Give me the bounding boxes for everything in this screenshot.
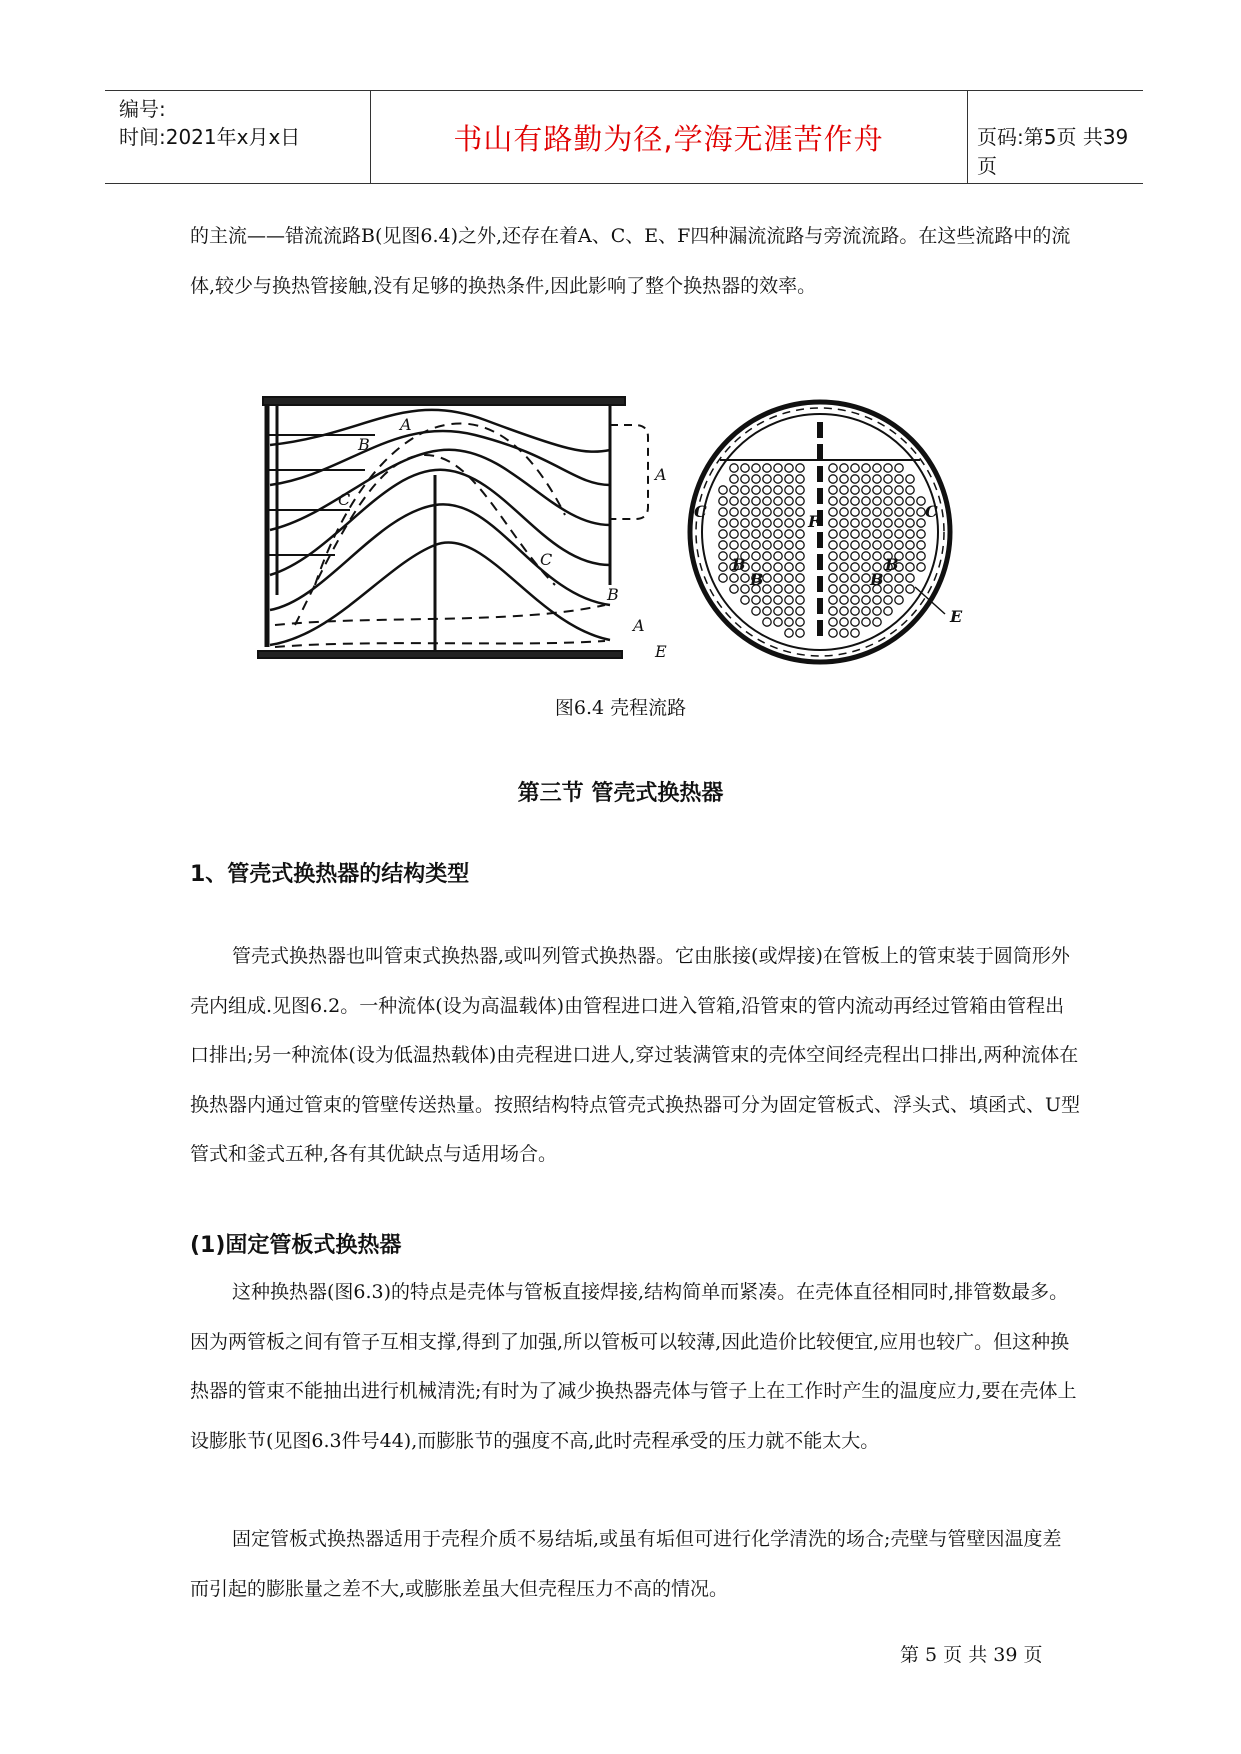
tube-hole <box>829 541 837 549</box>
leader-line <box>915 587 945 614</box>
tube-hole <box>917 552 925 560</box>
tube-hole <box>873 497 881 505</box>
tube-hole <box>895 530 903 538</box>
tube-hole <box>840 563 848 571</box>
tube-hole <box>862 486 870 494</box>
tube-hole <box>719 486 727 494</box>
tube-hole <box>829 464 837 472</box>
tube-hole <box>796 486 804 494</box>
tube-hole <box>796 464 804 472</box>
tube-hole <box>884 530 892 538</box>
tube-hole <box>829 497 837 505</box>
tube-hole <box>851 530 859 538</box>
tube-hole <box>796 530 804 538</box>
tube-hole <box>752 475 760 483</box>
tube-hole <box>862 618 870 626</box>
tube-hole <box>895 519 903 527</box>
tube-hole <box>763 552 771 560</box>
tube-hole <box>741 464 749 472</box>
tube-hole <box>829 486 837 494</box>
tube-hole <box>873 541 881 549</box>
tube-hole <box>917 530 925 538</box>
flow-label: C <box>694 502 707 521</box>
tube-hole <box>884 596 892 604</box>
tube-hole <box>895 508 903 516</box>
tube-hole <box>840 585 848 593</box>
tube-hole <box>906 497 914 505</box>
tube-hole <box>796 629 804 637</box>
tube-hole <box>851 552 859 560</box>
tube-hole <box>741 541 749 549</box>
tube-hole <box>851 541 859 549</box>
tube-hole <box>906 530 914 538</box>
flow-label: B <box>607 585 619 604</box>
paragraph-applications: 固定管板式换热器适用于壳程介质不易结垢,或虽有垢但可进行化学清洗的场合;壳壁与管壁因温度差而引起的膨胀量之差不大,或膨胀差虽大但壳程压力不高的情况。 <box>190 1528 1062 1600</box>
tube-hole <box>895 585 903 593</box>
tube-hole <box>840 519 848 527</box>
tube-hole <box>851 464 859 472</box>
flow-label: A <box>655 465 667 484</box>
tube-hole <box>862 574 870 582</box>
flow-label: B <box>358 435 370 454</box>
tube-hole <box>741 508 749 516</box>
tube-hole <box>840 508 848 516</box>
heading-structure-types: 1、管壳式换热器的结构类型 <box>190 862 470 887</box>
tube-hole <box>840 629 848 637</box>
page-footer: 第 5 页 共 39 页 <box>900 1644 1043 1666</box>
tube-hole <box>763 585 771 593</box>
tube-hole <box>862 530 870 538</box>
tube-hole <box>906 486 914 494</box>
tube-hole <box>752 552 760 560</box>
tube-hole <box>862 541 870 549</box>
tube-hole <box>873 552 881 560</box>
tube-hole <box>785 618 793 626</box>
tube-hole <box>774 475 782 483</box>
flow-label: C <box>540 550 553 569</box>
flow-label: F <box>808 512 820 531</box>
tube-hole <box>730 585 738 593</box>
tube-hole <box>895 497 903 505</box>
tube-hole <box>741 497 749 505</box>
heading-fixed-tube-sheet: (1)固定管板式换热器 <box>190 1233 402 1258</box>
tube-hole <box>785 574 793 582</box>
tube-hole <box>884 541 892 549</box>
tube-hole <box>796 607 804 615</box>
tube-hole <box>774 519 782 527</box>
tube-hole <box>895 541 903 549</box>
tube-hole <box>840 552 848 560</box>
bottom-shell-wall <box>258 651 622 658</box>
tube-hole <box>851 519 859 527</box>
tube-hole <box>851 596 859 604</box>
tube-hole <box>763 541 771 549</box>
tube-hole <box>851 486 859 494</box>
tube-hole <box>719 552 727 560</box>
tube-hole <box>785 541 793 549</box>
page-header <box>105 90 1143 184</box>
tube-hole <box>763 607 771 615</box>
tube-hole <box>763 618 771 626</box>
tube-hole <box>829 629 837 637</box>
tube-hole <box>763 475 771 483</box>
tube-hole <box>785 596 793 604</box>
tube-hole <box>730 464 738 472</box>
tube-hole <box>774 607 782 615</box>
tube-hole <box>796 596 804 604</box>
tube-hole <box>829 530 837 538</box>
time-label: 时间:2021年x月x日 <box>119 125 301 149</box>
tube-hole <box>752 530 760 538</box>
tube-hole <box>752 508 760 516</box>
tube-hole <box>917 563 925 571</box>
flow-label: A <box>633 616 645 635</box>
tube-hole <box>884 585 892 593</box>
tube-hole <box>785 530 793 538</box>
section-title: 第三节 管壳式换热器 <box>517 781 724 806</box>
tube-hole <box>895 464 903 472</box>
tube-hole <box>774 508 782 516</box>
tube-hole <box>774 486 782 494</box>
tube-hole <box>884 486 892 494</box>
tube-hole <box>862 596 870 604</box>
tube-hole <box>862 585 870 593</box>
tube-hole <box>884 475 892 483</box>
flow-label: B <box>870 570 884 589</box>
tube-hole <box>829 596 837 604</box>
flow-curve <box>270 450 610 530</box>
tube-hole <box>730 508 738 516</box>
tube-hole <box>752 497 760 505</box>
tube-hole <box>851 574 859 582</box>
tube-hole <box>884 508 892 516</box>
tube-hole <box>884 519 892 527</box>
tube-hole <box>840 497 848 505</box>
tube-hole <box>796 618 804 626</box>
tube-hole <box>785 607 793 615</box>
tube-hole <box>785 508 793 516</box>
tube-hole <box>796 552 804 560</box>
flow-label: B <box>732 555 746 574</box>
tube-hole <box>741 519 749 527</box>
tube-hole <box>873 475 881 483</box>
tube-hole <box>840 486 848 494</box>
tube-hole <box>752 486 760 494</box>
tube-hole <box>895 574 903 582</box>
tube-hole <box>851 475 859 483</box>
tube-hole <box>785 585 793 593</box>
flow-label: E <box>655 642 667 661</box>
tube-hole <box>741 585 749 593</box>
tube-hole <box>741 596 749 604</box>
tube-hole <box>796 585 804 593</box>
tube-hole <box>873 519 881 527</box>
tube-hole <box>840 530 848 538</box>
tube-hole <box>906 508 914 516</box>
tube-hole <box>719 519 727 527</box>
tube-hole <box>862 552 870 560</box>
tube-hole <box>774 596 782 604</box>
tube-hole <box>730 530 738 538</box>
tube-hole <box>774 464 782 472</box>
shell-flow-longitudinal-figure <box>255 395 685 665</box>
tube-hole <box>851 508 859 516</box>
tube-hole <box>895 596 903 604</box>
intro-paragraph: 的主流——错流流路B(见图6.4)之外,还存在着A、C、E、F四种漏流流路与旁流流路。在这些流路中的流体,较少与换热管接触,没有足够的换热条件,因此影响了整个换热器的效率。 <box>190 225 1071 297</box>
tube-hole <box>774 585 782 593</box>
tube-hole <box>796 475 804 483</box>
tube-hole <box>730 497 738 505</box>
tube-hole <box>851 585 859 593</box>
tube-hole <box>873 530 881 538</box>
tube-hole <box>917 497 925 505</box>
flow-path-c-dashed <box>295 455 555 625</box>
tube-hole <box>763 596 771 604</box>
tube-hole <box>829 508 837 516</box>
tube-hole <box>851 629 859 637</box>
tube-hole <box>906 585 914 593</box>
tube-hole <box>730 519 738 527</box>
tube-hole <box>840 607 848 615</box>
tube-hole <box>719 541 727 549</box>
tube-hole <box>774 497 782 505</box>
tube-hole <box>862 563 870 571</box>
serial-label: 编号: <box>119 97 166 121</box>
tube-hole <box>906 519 914 527</box>
tube-hole <box>785 519 793 527</box>
tube-hole <box>730 574 738 582</box>
tube-hole <box>752 519 760 527</box>
tube-hole <box>741 486 749 494</box>
tube-hole <box>763 563 771 571</box>
figure-caption: 图6.4 壳程流路 <box>554 697 687 719</box>
tube-hole <box>906 574 914 582</box>
tube-hole <box>829 607 837 615</box>
header-left <box>119 95 300 151</box>
flow-label: C <box>925 502 938 521</box>
tube-hole <box>774 552 782 560</box>
tube-hole <box>895 475 903 483</box>
tube-hole <box>917 541 925 549</box>
tube-hole <box>884 607 892 615</box>
tube-hole <box>796 563 804 571</box>
tube-hole <box>906 563 914 571</box>
tube-hole <box>763 497 771 505</box>
tube-hole <box>851 497 859 505</box>
shell-flow-cross-section-figure <box>680 392 980 682</box>
flow-label: B <box>750 570 764 589</box>
flow-label: E <box>950 607 963 626</box>
tube-hole <box>840 618 848 626</box>
tube-hole <box>829 552 837 560</box>
tube-hole <box>906 541 914 549</box>
tube-hole <box>851 618 859 626</box>
tube-hole <box>719 574 727 582</box>
flow-curve <box>270 542 610 645</box>
tube-hole <box>752 607 760 615</box>
tube-hole <box>829 585 837 593</box>
flow-label: C <box>338 490 351 509</box>
tube-hole <box>796 519 804 527</box>
tube-hole <box>796 541 804 549</box>
flow-path-dashed <box>275 641 605 647</box>
tube-hole <box>785 497 793 505</box>
tube-hole <box>785 464 793 472</box>
tube-hole <box>730 486 738 494</box>
tube-hole <box>785 475 793 483</box>
tube-hole <box>741 574 749 582</box>
tube-hole <box>763 519 771 527</box>
tube-hole <box>796 497 804 505</box>
tube-hole <box>917 519 925 527</box>
tube-hole <box>862 508 870 516</box>
tube-hole <box>873 596 881 604</box>
flow-curve <box>270 431 610 485</box>
tube-hole <box>829 563 837 571</box>
tube-hole <box>796 508 804 516</box>
tube-hole <box>785 552 793 560</box>
tube-hole <box>840 596 848 604</box>
tube-hole <box>785 629 793 637</box>
tube-hole <box>774 618 782 626</box>
tube-hole <box>719 530 727 538</box>
header-page-info: 页码:第5页 共39页 <box>977 125 1129 178</box>
tube-hole <box>829 574 837 582</box>
tube-hole <box>763 574 771 582</box>
tube-hole <box>862 464 870 472</box>
tube-hole <box>840 475 848 483</box>
tube-hole <box>829 519 837 527</box>
tube-hole <box>719 508 727 516</box>
tube-hole <box>730 475 738 483</box>
tube-hole <box>829 475 837 483</box>
tube-hole <box>873 618 881 626</box>
paragraph-fixed-tube-sheet: 这种换热器(图6.3)的特点是壳体与管板直接焊接,结构简单而紧凑。在壳体直径相同时,排管数最多。因为两管板之间有管子互相支撑,得到了加强,所以管板可以较薄,因此造价比较便宜,应用也较广。但这种换热器的管束不能抽出进行机械清洗;有时为了减少换热器壳体与管子上在工作时产生的温度应力,要在壳体上设膨胀节(见图6.3件号44),而膨胀节的强度不高,此时壳程承受的压力就不能太大。 <box>190 1281 1077 1452</box>
tube-hole <box>906 475 914 483</box>
tube-hole <box>829 618 837 626</box>
tube-hole <box>741 530 749 538</box>
tube-hole <box>774 541 782 549</box>
tube-hole <box>884 497 892 505</box>
tube-hole <box>774 530 782 538</box>
tube-hole <box>884 574 892 582</box>
tube-hole <box>873 508 881 516</box>
tube-hole <box>774 574 782 582</box>
tube-hole <box>862 475 870 483</box>
tube-hole <box>840 574 848 582</box>
tube-hole <box>873 607 881 615</box>
tube-hole <box>884 464 892 472</box>
tube-hole <box>862 519 870 527</box>
bypass-bracket <box>610 425 648 519</box>
tube-hole <box>840 464 848 472</box>
header-divider <box>967 91 968 183</box>
tube-hole <box>862 497 870 505</box>
tube-hole <box>763 530 771 538</box>
tube-hole <box>752 464 760 472</box>
header-motto: 书山有路勤为径,学海无涯苦作舟 <box>453 121 884 156</box>
flow-curve <box>270 504 610 610</box>
tube-hole <box>895 486 903 494</box>
top-shell-wall <box>263 397 625 405</box>
flow-label: B <box>885 555 899 574</box>
tube-hole <box>862 607 870 615</box>
tube-hole <box>763 508 771 516</box>
tube-hole <box>851 607 859 615</box>
tube-hole <box>774 563 782 571</box>
tube-hole <box>851 563 859 571</box>
tube-hole <box>785 563 793 571</box>
tube-hole <box>796 574 804 582</box>
tube-hole <box>763 464 771 472</box>
flow-curve <box>270 470 610 575</box>
tube-hole <box>741 475 749 483</box>
tube-hole <box>785 486 793 494</box>
tube-hole <box>873 464 881 472</box>
tube-hole <box>873 486 881 494</box>
tube-hole <box>719 563 727 571</box>
tube-hole <box>719 497 727 505</box>
flow-label: A <box>400 415 412 434</box>
tube-hole <box>906 552 914 560</box>
tube-hole <box>917 508 925 516</box>
tube-hole <box>752 541 760 549</box>
paragraph-overview: 管壳式换热器也叫管束式换热器,或叫列管式换热器。它由胀接(或焊接)在管板上的管束装于圆筒形外壳内组成.见图6.2。一种流体(设为高温载体)由管程进口进入管箱,沿管束的管内流动再经过管箱由管程出口排出;另一种流体(设为低温热载体)由壳程进口进人,穿过装满管束的壳体空间经壳程出口排出,两种流体在换热器内通过管束的管壁传送热量。按照结构特点管壳式换热器可分为固定管板式、浮头式、填函式、U型管式和釜式五种,各有其优缺点与适用场合。 <box>190 945 1081 1165</box>
tube-hole <box>763 486 771 494</box>
tube-hole <box>752 596 760 604</box>
tube-hole <box>840 541 848 549</box>
tube-hole <box>730 541 738 549</box>
